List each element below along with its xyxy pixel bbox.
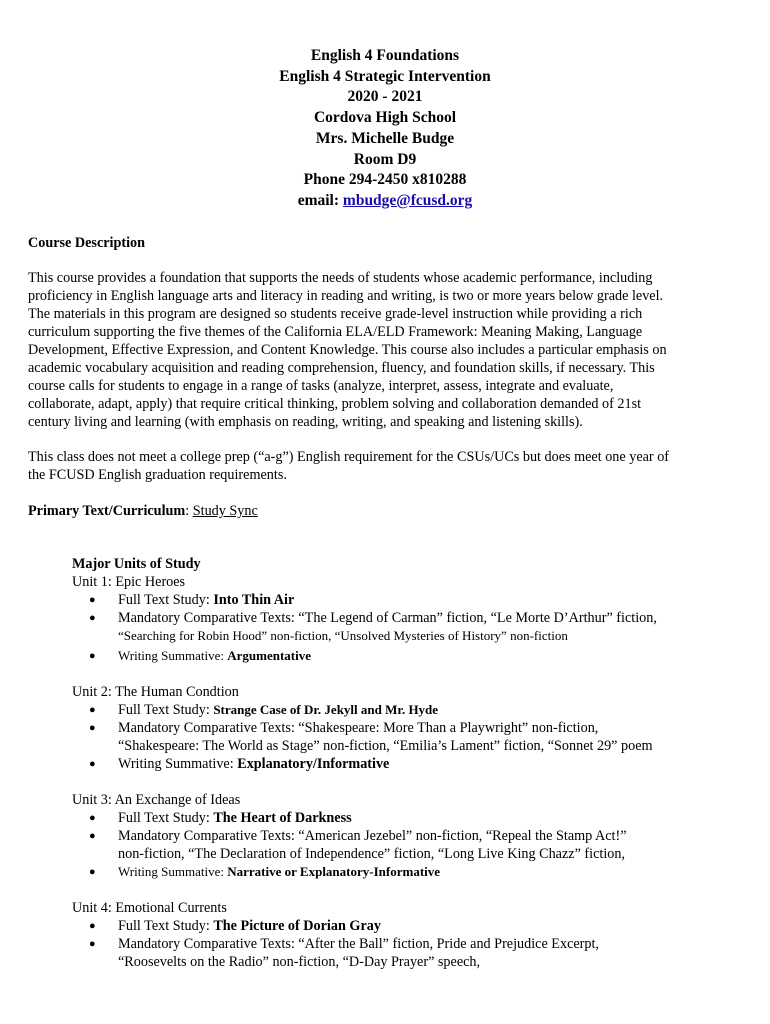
unit-title: Unit 3: An Exchange of Ideas (72, 792, 241, 808)
full-text-value: The Picture of Dorian Gray (213, 918, 381, 934)
comparative-line: “Searching for Robin Hood” non-fiction, “Unsolved Mysteries of History” non-fiction (118, 628, 568, 643)
list-item (72, 827, 732, 863)
school-year: 2020 - 2021 (347, 88, 423, 106)
full-text-label: Full Text Study: (118, 702, 214, 718)
course-description-paragraph (28, 269, 728, 431)
description-line: proficiency in English language arts and literacy in reading and writing, is two or more years below grade level. (28, 288, 664, 304)
unit-title: Unit 1: Epic Heroes (72, 574, 186, 590)
unit-title: Unit 4: Emotional Currents (72, 900, 227, 916)
college-prep-note (28, 448, 728, 484)
bullet-icon: ● (89, 650, 96, 662)
description-line: Development, Effective Expression, and Content Knowledge. This course also includes a particular emphasis on (28, 342, 667, 358)
list-item (72, 935, 732, 971)
unit-4 (72, 899, 732, 971)
bullet-icon: ● (89, 758, 96, 770)
bullet-icon: ● (89, 594, 96, 606)
primary-text-sep: : (185, 503, 193, 519)
email-link[interactable]: mbudge@fcusd.org (342, 191, 473, 209)
teacher-name: Mrs. Michelle Budge (315, 129, 455, 147)
writing-label: Writing Summative: (118, 756, 238, 772)
comparative-line: non-fiction, “The Declaration of Independence” fiction, “Long Live King Chazz” fiction, (118, 846, 625, 862)
writing-value: Narrative or Explanatory-Informative (227, 864, 441, 879)
full-text-label: Full Text Study: (118, 918, 214, 934)
note-line: This class does not meet a college prep (“a-g”) English requirement for the CSUs/UCs but does meet one year of (28, 449, 670, 465)
description-line: collaborate, adapt, apply) that require critical thinking, problem solving and collaboration demanded of 21st (28, 396, 642, 412)
list-item (72, 719, 732, 755)
description-line: course calls for students to engage in a range of tasks (analyze, interpret, assess, integrate and evaluate, (28, 378, 614, 394)
list-item (72, 647, 732, 665)
document-header (0, 46, 770, 212)
full-text-value: The Heart of Darkness (213, 810, 352, 826)
writing-value: Argumentative (227, 648, 312, 663)
bullet-icon: ● (89, 920, 96, 932)
list-item (72, 809, 732, 827)
list-item (72, 609, 732, 645)
course-description-heading: Course Description (28, 235, 146, 251)
description-line: The materials in this program are designed so students receive grade-level instruction while providing a rich (28, 306, 643, 322)
unit-list (72, 701, 732, 773)
comparative-line: “Roosevelts on the Radio” non-fiction, “D-Day Prayer” speech, (118, 954, 481, 970)
primary-text-label: Primary Text/Curriculum (28, 503, 186, 519)
major-units-section (72, 555, 732, 989)
comparative-line: Mandatory Comparative Texts: “The Legend of Carman” fiction, “Le Morte D’Arthur” fiction, (118, 610, 657, 626)
writing-value: Explanatory/Informative (237, 756, 390, 772)
bullet-icon: ● (89, 830, 96, 842)
full-text-label: Full Text Study: (118, 592, 214, 608)
phone-number: Phone 294-2450 x810288 (303, 171, 467, 189)
writing-label: Writing Summative: (118, 648, 228, 663)
comparative-line: Mandatory Comparative Texts: “American Jezebel” non-fiction, “Repeal the Stamp Act!” (118, 828, 627, 844)
list-item (72, 863, 732, 881)
comparative-line: Mandatory Comparative Texts: “After the Ball” fiction, Pride and Prejudice Excerpt, (118, 936, 599, 952)
list-item (72, 701, 732, 719)
comparative-line: Mandatory Comparative Texts: “Shakespeare: More Than a Playwright” non-fiction, (118, 720, 599, 736)
full-text-value: Into Thin Air (213, 592, 295, 608)
bullet-icon: ● (89, 704, 96, 716)
list-item (72, 917, 732, 935)
unit-list (72, 917, 732, 971)
unit-2 (72, 683, 732, 773)
list-item (72, 755, 732, 773)
comparative-line: “Shakespeare: The World as Stage” non-fiction, “Emilia’s Lament” fiction, “Sonnet 29” poem (118, 738, 653, 754)
note-line: the FCUSD English graduation requirements. (28, 467, 287, 483)
bullet-icon: ● (89, 938, 96, 950)
unit-title: Unit 2: The Human Condtion (72, 684, 239, 700)
school-name: Cordova High School (313, 109, 457, 127)
study-sync-link[interactable]: Study Sync (192, 503, 258, 519)
unit-list (72, 809, 732, 881)
list-item (72, 591, 732, 609)
full-text-label: Full Text Study: (118, 810, 214, 826)
description-line: curriculum supporting the five themes of the California ELA/ELD Framework: Meaning Making, Language (28, 324, 643, 340)
course-title: English 4 Foundations (310, 47, 460, 64)
unit-1 (72, 573, 732, 665)
bullet-icon: ● (89, 722, 96, 734)
description-line: This course provides a foundation that supports the needs of students whose academic performance, including (28, 270, 653, 286)
bullet-icon: ● (89, 612, 96, 624)
major-units-heading: Major Units of Study (72, 556, 201, 572)
email-label: email: (297, 191, 343, 209)
email-line (0, 191, 770, 212)
primary-text-line (28, 502, 728, 520)
bullet-icon: ● (89, 866, 96, 878)
bullet-icon: ● (89, 812, 96, 824)
course-subtitle: English 4 Strategic Intervention (279, 67, 491, 85)
unit-3 (72, 791, 732, 881)
full-text-value: Strange Case of Dr. Jekyll and Mr. Hyde (213, 702, 439, 717)
unit-list (72, 591, 732, 665)
description-line: academic vocabulary acquisition and reading comprehension, fluency, and foundation skills, if necessary. This (28, 360, 655, 376)
room-number: Room D9 (353, 150, 417, 168)
writing-label: Writing Summative: (118, 864, 228, 879)
description-line: century living and learning (with emphasis on reading, writing, and speaking and listening skills). (28, 414, 583, 430)
